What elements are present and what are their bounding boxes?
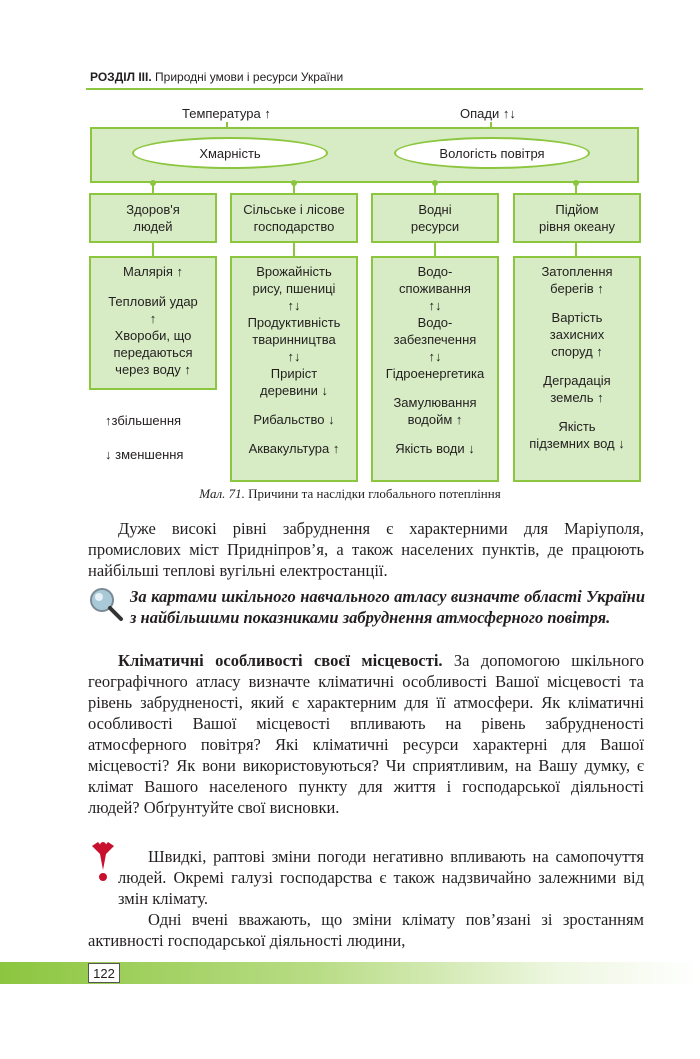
connector: [152, 243, 154, 257]
paragraph: Швидкі, раптові зміни погоди негативно впливають на самопочуття людей. Окремі галузі господарства є також надзвичайно залежними від змін клімату.: [118, 847, 644, 908]
header-divider: [86, 88, 643, 90]
figure-caption: [0, 486, 700, 502]
page-number: 122: [88, 963, 120, 983]
health-effects-box: Малярія ↑ Тепловий удар ↑ Хвороби, що передаються через воду ↑: [89, 256, 217, 390]
agriculture-box: Сільське і лісове господарство: [230, 193, 358, 243]
humidity-oval: Вологість повітря: [394, 137, 590, 169]
temperature-label: Температура ↑: [182, 106, 271, 121]
task-text: За картами шкільного навчального атласу визначте області України з найбільшими показниками забруднення атмосферного повітря.: [130, 587, 645, 627]
section-label: РОЗДІЛ ІІІ.: [90, 70, 152, 84]
exclamation-icon: [88, 840, 118, 884]
legend-decrease: ↓ зменшення: [105, 447, 184, 462]
connector: [293, 243, 295, 257]
water-resources-box: Водні ресурси: [371, 193, 499, 243]
cloudiness-oval: Хмарність: [132, 137, 328, 169]
health-box: Здоров'я людей: [89, 193, 217, 243]
figure-label: Мал. 71.: [199, 486, 245, 501]
connector: [575, 243, 577, 257]
paragraph-lead: Кліматичні особливості своєї місцевості.: [118, 651, 443, 670]
connector: [434, 243, 436, 257]
figure-caption-text: Причини та наслідки глобального потепління: [248, 486, 501, 501]
sea-level-effects-box: Затоплення берегів ↑ Вартість захисних споруд ↑ Деградація земель ↑ Якість підземних вод ↓: [513, 256, 641, 482]
section-title: Природні умови і ресурси України: [155, 70, 344, 84]
paragraph: Кліматичні особливості своєї місцевості. За допомогою шкільного географічного атласу визначте кліматичні особливості Вашої місцевості та рівень забрудненості, який є характерним для її атмосфери. Як кліматичні особливості Вашої місцевості впливають на рівень забрудненості атмосферного повітря? Які кліматичні ресурси характерні для Вашої місцевості? Як вони використовуються? Чи сприятливим, на Вашу думку, є клімат Вашого населеного пункту для життя і господарської діяльності людей? Обґрунтуйте свої висновки.: [88, 651, 644, 817]
paragraph: Одні вчені вважають, що зміни клімату пов’язані зі зростанням активності господарської діяльності людини,: [88, 910, 644, 950]
running-header: [90, 70, 343, 84]
magnifier-icon: [88, 586, 124, 622]
water-effects-box: Водо- споживання ↑↓ Водо- забезпечення ↑↓ Гідроенергетика Замулювання водойм ↑ Якість води ↓: [371, 256, 499, 482]
precipitation-label: Опади ↑↓: [460, 106, 516, 121]
legend-increase: ↑збільшення: [105, 413, 182, 428]
paragraph: Дуже високі рівні забруднення є характерними для Маріуполя, промислових міст Придніпров’я, а також населених пунктів, де працюють найбільші теплові вугільні електростанції.: [88, 519, 644, 580]
agriculture-effects-box: Врожайність рису, пшениці ↑↓ Продуктивність тваринництва ↑↓ Приріст деревини ↓ Рибальство ↓ Аквакультура ↑: [230, 256, 358, 482]
sea-level-box: Підйом рівня океану: [513, 193, 641, 243]
